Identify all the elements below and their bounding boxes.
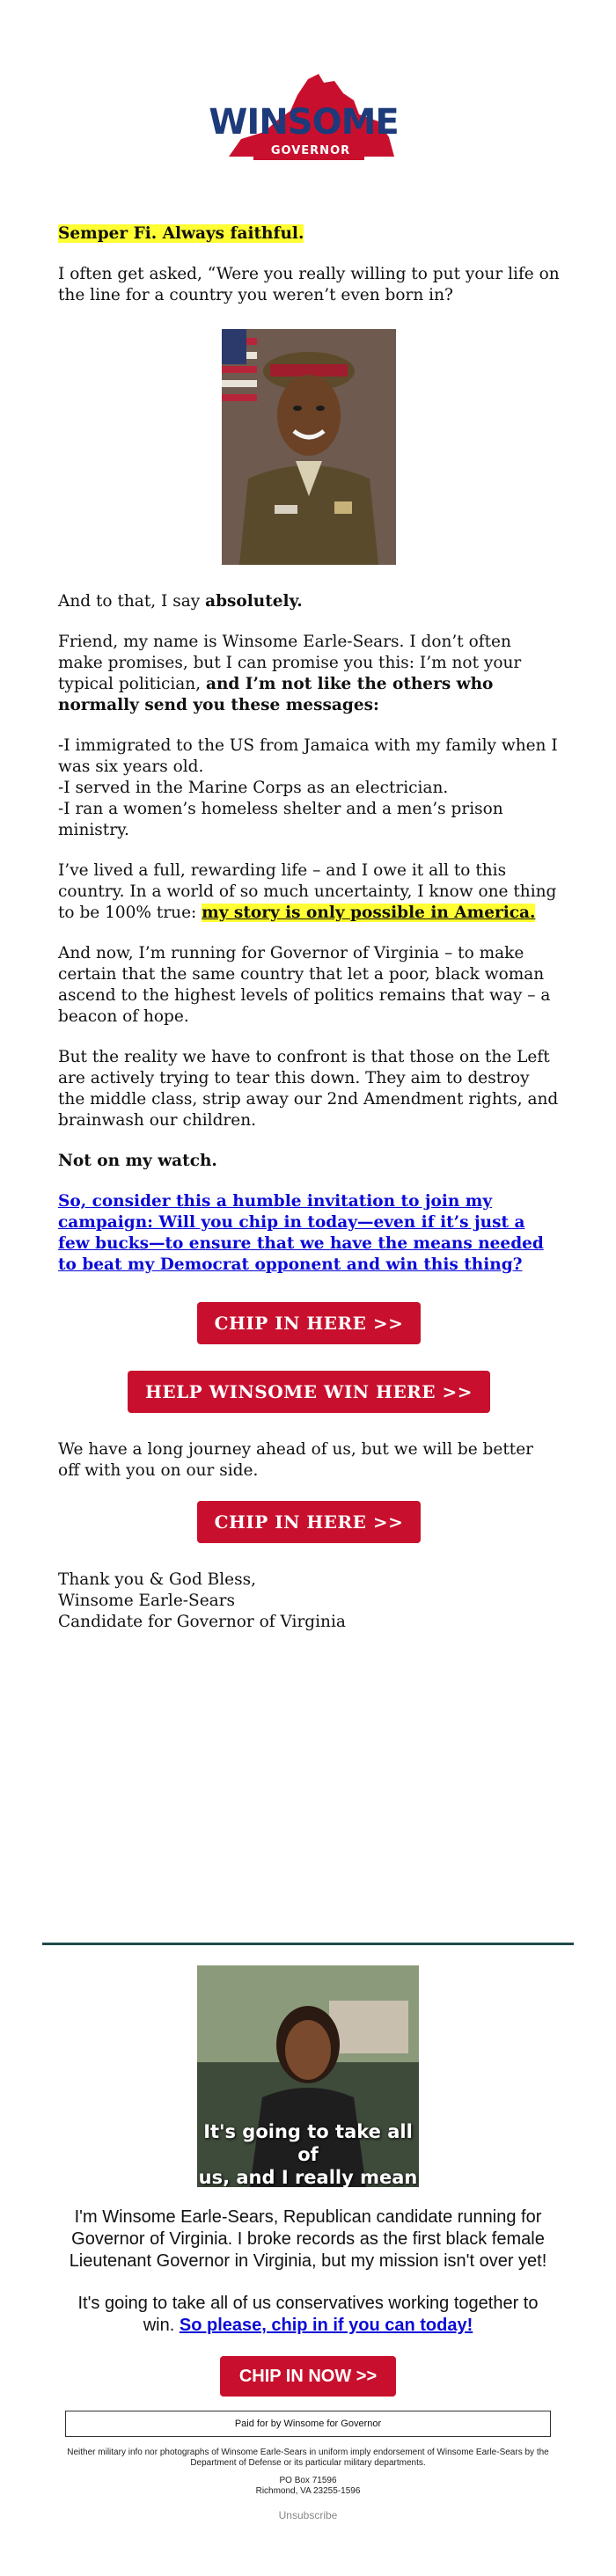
footer-chip-link[interactable]: So please, chip in if you can today! bbox=[179, 2316, 473, 2335]
footer-ask: It's going to take all of us conservatives working together to win. So please, chip in if you can today! bbox=[77, 2294, 539, 2335]
email-body bbox=[58, 223, 560, 1652]
paragraph-america: I’ve lived a full, rewarding life – and I owe it all to this country. In a world of so much uncertainty, I know one thing to be 100% true: my story is only possible in America. bbox=[58, 861, 557, 922]
signoff: Thank you & God Bless, Winsome Earle-Sears Candidate for Governor of Virginia bbox=[58, 1570, 346, 1631]
button-row-1 bbox=[58, 1302, 560, 1344]
portrait-illustration bbox=[222, 329, 396, 565]
logo-name: WINSOME bbox=[209, 102, 399, 143]
paragraph-intro: Friend, my name is Winsome Earle-Sears. I don’t often make promises, but I can promise you this: I’m not your typical politician, and I’m not like the others who normally send you these messages: bbox=[58, 633, 522, 714]
footer-divider bbox=[42, 1943, 574, 1945]
cta-paragraph bbox=[58, 1191, 560, 1276]
help-winsome-win-button[interactable]: HELP WINSOME WIN HERE >> bbox=[128, 1371, 490, 1413]
paragraph-question: I often get asked, “Were you really willing to put your life on the line for a country you weren’t even born in? bbox=[58, 265, 560, 304]
list-item: -I ran a women’s homeless shelter and a men’s prison ministry. bbox=[58, 800, 503, 839]
video-thumbnail[interactable] bbox=[197, 1965, 419, 2187]
paragraph-running: And now, I’m running for Governor of Virginia – to make certain that the same country that let a poor, black woman ascend to the highest levels of politics remains that way – a beacon of hope. bbox=[58, 944, 551, 1026]
cta-link[interactable]: So, consider this a humble invitation to join my campaign: Will you chip in today—even if it’s just a few bucks—to ensure that we have the means needed to beat my Democrat opponent and win this thing? bbox=[58, 1192, 544, 1274]
paragraph-reality: But the reality we have to confront is that those on the Left are actively trying to tear this down. They aim to destroy the middle class, strip away our 2nd Amendment rights, and brainwash our children. bbox=[58, 1048, 559, 1130]
video-caption: It's going to take all of us, and I really mean bbox=[198, 2121, 418, 2187]
headline: Semper Fi. Always faithful. bbox=[58, 224, 304, 243]
unsubscribe-link[interactable]: Unsubscribe bbox=[278, 2509, 338, 2521]
bio-list bbox=[58, 735, 560, 841]
button-row-2 bbox=[58, 1371, 560, 1413]
list-item: -I immigrated to the US from Jamaica with my family when I was six years old. bbox=[58, 736, 558, 776]
chip-in-button-1[interactable]: CHIP IN HERE >> bbox=[197, 1302, 422, 1344]
paragraph-not-on-my-watch: Not on my watch. bbox=[58, 1152, 217, 1170]
marine-portrait-image bbox=[222, 329, 396, 565]
paid-for-box: Paid for by Winsome for Governor bbox=[65, 2411, 551, 2437]
list-item: -I served in the Marine Corps as an electrician. bbox=[58, 779, 449, 797]
address-line-1: PO Box 71596 bbox=[279, 2476, 337, 2485]
button-row-3 bbox=[58, 1501, 560, 1543]
paragraph-absolutely: And to that, I say absolutely. bbox=[58, 592, 303, 611]
address-line-2: Richmond, VA 23255-1596 bbox=[255, 2486, 361, 2496]
logo-subtitle: GOVERNOR bbox=[270, 144, 351, 157]
winsome-logo[interactable] bbox=[202, 70, 414, 167]
chip-in-now-button[interactable]: CHIP IN NOW >> bbox=[220, 2356, 396, 2397]
paragraph-journey: We have a long journey ahead of us, but we will be better off with you on our side. bbox=[58, 1440, 533, 1480]
logo-header bbox=[0, 70, 616, 176]
footer-bio: I'm Winsome Earle-Sears, Republican candidate running for Governor of Virginia. I broke records as the first black female Lieutenant Governor in Virginia, but my mission isn't over yet! bbox=[69, 2207, 547, 2271]
dod-disclaimer: Neither military info nor photographs of Winsome Earle-Sears in uniform imply endorsement of Winsome Earle-Sears by the Department of Defense or its particular military departments. bbox=[67, 2448, 549, 2468]
chip-in-button-2[interactable]: CHIP IN HERE >> bbox=[197, 1501, 422, 1543]
